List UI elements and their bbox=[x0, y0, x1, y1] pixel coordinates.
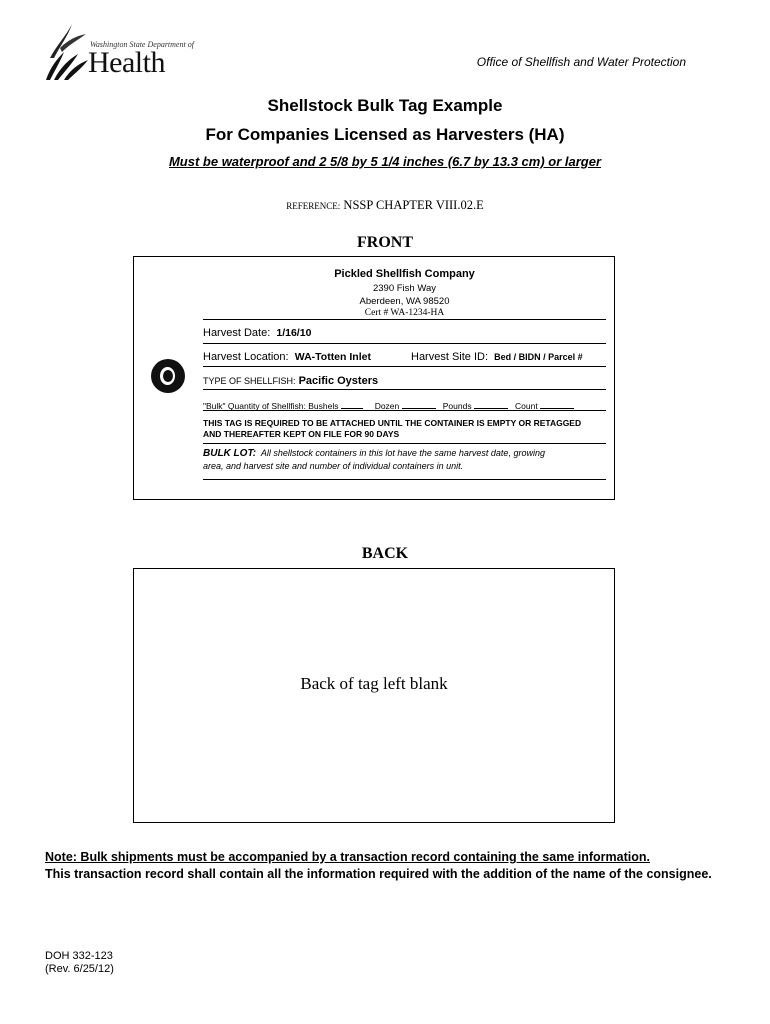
doh-logo bbox=[42, 22, 194, 84]
reference bbox=[0, 198, 770, 213]
quantity-dozen-label: Dozen bbox=[374, 401, 400, 411]
company-name: Pickled Shellfish Company bbox=[334, 268, 475, 280]
shellfish-type-label: TYPE OF SHELLFISH: bbox=[203, 376, 296, 386]
logo-health-text: Health bbox=[88, 46, 165, 79]
harvest-site-label: Harvest Site ID: bbox=[411, 351, 489, 363]
divider bbox=[203, 366, 606, 367]
reference-value: NSSP CHAPTER VIII.02.E bbox=[343, 198, 484, 212]
back-tag-text: Back of tag left blank bbox=[300, 674, 448, 693]
divider bbox=[203, 443, 606, 444]
note-line2: This transaction record shall contain all the information required with the addition of the name of the consignee. bbox=[45, 867, 712, 881]
back-heading: BACK bbox=[361, 545, 409, 562]
form-number: DOH 332-123 bbox=[45, 950, 113, 962]
page-subtitle: For Companies Licensed as Harvesters (HA) bbox=[205, 125, 565, 144]
quantity-label: "Bulk" Quantity of Shellfish: Bushels bbox=[203, 401, 339, 411]
reference-label: REFERENCE: bbox=[286, 201, 341, 211]
harvest-date-label: Harvest Date: bbox=[203, 327, 271, 339]
harvest-date-value: 1/16/10 bbox=[276, 327, 312, 339]
company-address-line1: 2390 Fish Way bbox=[372, 283, 436, 294]
form-footer bbox=[45, 950, 114, 976]
quantity-count-label: Count bbox=[515, 401, 538, 411]
harvest-date-row bbox=[203, 327, 606, 339]
note-line1: Note: Bulk shipments must be accompanied by a transaction record containing the same information. bbox=[45, 850, 650, 864]
tag-hole-icon bbox=[151, 359, 185, 393]
bulk-lot-text1: All shellstock containers in this lot have the same harvest date, growing bbox=[260, 448, 545, 458]
divider bbox=[203, 319, 606, 320]
cert-number: Cert # WA-1234-HA bbox=[364, 308, 445, 318]
divider bbox=[203, 410, 606, 411]
harvest-location-label: Harvest Location: bbox=[203, 351, 289, 363]
divider bbox=[203, 389, 606, 390]
wheat-leaf-icon bbox=[42, 22, 92, 84]
page-title: Shellstock Bulk Tag Example bbox=[267, 96, 503, 115]
retention-line1: THIS TAG IS REQUIRED TO BE ATTACHED UNTIL THE CONTAINER IS EMPTY OR RETAGGED bbox=[203, 418, 582, 428]
size-requirement: Must be waterproof and 2 5/8 by 5 1/4 inches (6.7 by 13.3 cm) or larger bbox=[168, 154, 602, 169]
logo-department-text: Washington State Department of bbox=[90, 40, 194, 49]
harvest-site-value: Bed / BIDN / Parcel # bbox=[494, 352, 583, 362]
shellfish-type-value: Pacific Oysters bbox=[298, 375, 379, 387]
office-name: Office of Shellfish and Water Protection bbox=[476, 55, 686, 69]
divider bbox=[203, 343, 606, 344]
bulk-lot-text2: area, and harvest site and number of individual containers in unit. bbox=[203, 461, 464, 471]
transaction-note bbox=[45, 849, 735, 883]
divider bbox=[203, 479, 606, 480]
bulk-lot-label: BULK LOT: bbox=[203, 448, 257, 459]
harvest-site-row bbox=[411, 351, 583, 363]
back-tag-box bbox=[133, 568, 615, 823]
tag-retention-notice bbox=[203, 418, 606, 440]
company-address-line2: Aberdeen, WA 98520 bbox=[359, 296, 450, 307]
form-revision: (Rev. 6/25/12) bbox=[45, 963, 114, 975]
harvest-location-value: WA-Totten Inlet bbox=[294, 351, 371, 363]
quantity-pounds-label: Pounds bbox=[442, 401, 472, 411]
front-heading: FRONT bbox=[357, 234, 413, 251]
shellfish-type-row bbox=[203, 375, 606, 387]
retention-line2: AND THEREAFTER KEPT ON FILE FOR 90 DAYS bbox=[203, 429, 400, 439]
bulk-lot-statement bbox=[203, 447, 606, 472]
